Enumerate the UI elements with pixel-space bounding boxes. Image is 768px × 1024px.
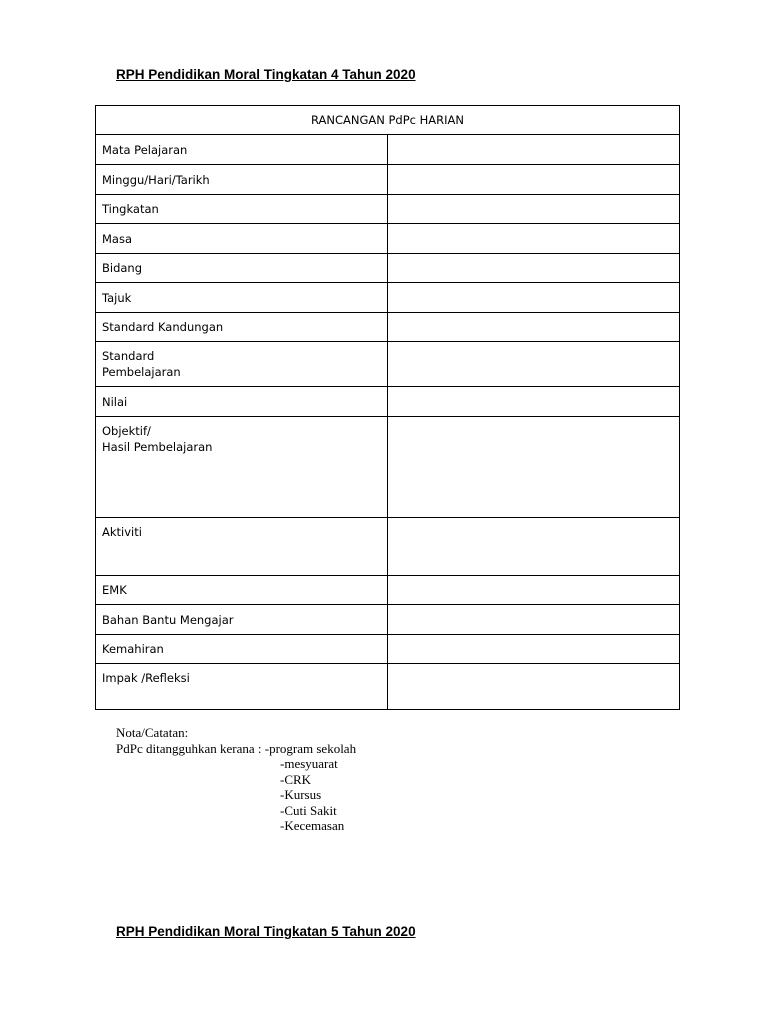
table-row [96,576,680,605]
row-value [388,313,680,342]
table-header-row [96,106,680,135]
table-row [96,313,680,342]
row-label: Minggu/Hari/Tarikh [96,165,388,195]
table-row [96,387,680,417]
row-label-line: Objektif/ [102,424,151,438]
table-row [96,664,680,710]
notes-lead: PdPc ditangguhkan kerana : -program sekolah [116,740,357,756]
table-row [96,342,680,387]
row-value [388,342,680,387]
row-value [388,224,680,254]
table-row [96,254,680,283]
row-label [96,417,388,518]
row-label [96,342,388,387]
table-row [96,518,680,576]
lesson-plan-table [95,105,680,710]
row-label: Kemahiran [96,635,388,664]
row-label-line: Hasil Pembelajaran [102,440,213,454]
next-document-title: RPH Pendidikan Moral Tingkatan 5 Tahun 2020 [116,924,416,939]
row-label: Bidang [96,254,388,283]
row-label: Tingkatan [96,195,388,224]
row-value [388,576,680,605]
table-row [96,165,680,195]
table-row [96,195,680,224]
notes-reason: -CRK [280,771,312,787]
row-value [388,387,680,417]
row-value [388,195,680,224]
table-row [96,605,680,635]
row-value [388,283,680,313]
notes-reason: -Kursus [280,787,322,802]
row-label: Impak /Refleksi [96,664,388,710]
row-label: EMK [96,576,388,605]
row-value [388,254,680,283]
row-label: Nilai [96,387,388,417]
table-header: RANCANGAN PdPc HARIAN [96,106,680,135]
row-label: Standard Kandungan [96,313,388,342]
row-value [388,165,680,195]
row-value [388,635,680,664]
row-value [388,417,680,518]
notes-section [116,725,356,834]
notes-reason: -mesyuarat [280,756,338,771]
document-title: RPH Pendidikan Moral Tingkatan 4 Tahun 2020 [116,67,416,82]
row-label: Mata Pelajaran [96,135,388,165]
row-label: Masa [96,224,388,254]
notes-reason: -Kecemasan [280,818,345,833]
table-row [96,635,680,664]
notes-reason: -Cuti Sakit [280,802,337,818]
row-value [388,664,680,710]
row-label: Aktiviti [96,518,388,576]
table-row [96,135,680,165]
notes-heading: Nota/Catatan: [116,725,189,740]
row-value [388,518,680,576]
row-label: Bahan Bantu Mengajar [96,605,388,635]
table-row [96,283,680,313]
row-label-line: Standard [102,349,155,363]
row-value [388,135,680,165]
table-row [96,417,680,518]
row-label-line: Pembelajaran [102,365,181,379]
table-row [96,224,680,254]
row-value [388,605,680,635]
row-label: Tajuk [96,283,388,313]
